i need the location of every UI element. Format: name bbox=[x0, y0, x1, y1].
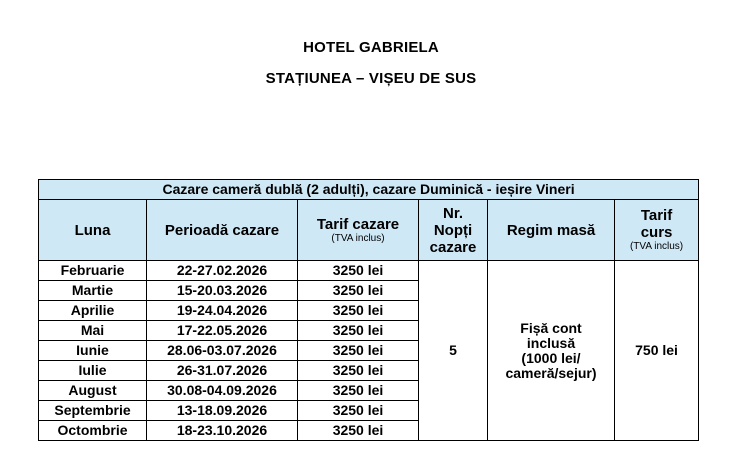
regim-line4: cameră/sejur) bbox=[505, 364, 597, 381]
cell-luna: Mai bbox=[39, 321, 147, 341]
cell-perioada: 18-23.10.2026 bbox=[147, 421, 298, 441]
cell-luna: August bbox=[39, 381, 147, 401]
cell-tarif: 3250 lei bbox=[298, 381, 419, 401]
regim-line2: inclusă bbox=[526, 334, 576, 351]
hotel-title: HOTEL GABRIELA bbox=[303, 39, 439, 56]
col-header-tarif-cazare-label: Tarif cazare bbox=[316, 215, 400, 233]
col-header-luna-label: Luna bbox=[74, 221, 111, 239]
cell-tarif: 3250 lei bbox=[298, 261, 419, 281]
cell-tarif: 3250 lei bbox=[298, 321, 419, 341]
col-header-nopti-line3: cazare bbox=[429, 238, 477, 256]
col-header-tarif-cazare-note: (TVA inclus) bbox=[331, 232, 385, 244]
col-header-tarif-curs-line1: Tarif bbox=[640, 207, 673, 224]
resort-subtitle: STAȚIUNEA – VIȘEU DE SUS bbox=[265, 70, 477, 87]
table-row bbox=[39, 261, 699, 281]
col-header-nopti-line1: Nr. bbox=[442, 204, 463, 222]
cell-tarif-curs: 750 lei bbox=[615, 261, 699, 441]
table-header-row bbox=[39, 200, 699, 261]
regim-line1: Fișă cont bbox=[520, 319, 582, 336]
cell-perioada: 13-18.09.2026 bbox=[147, 401, 298, 421]
col-header-tarif-curs-line2: curs bbox=[640, 224, 673, 241]
cell-tarif: 3250 lei bbox=[298, 421, 419, 441]
table-caption: Cazare cameră dublă (2 adulți), cazare Duminică - ieșire Vineri bbox=[39, 180, 699, 200]
cell-perioada: 26-31.07.2026 bbox=[147, 361, 298, 381]
col-header-nopti-line2: Nopți bbox=[433, 221, 473, 239]
cell-luna: Februarie bbox=[39, 261, 147, 281]
col-header-tarif-curs-note: (TVA inclus) bbox=[629, 241, 684, 252]
col-header-nopti bbox=[419, 200, 488, 261]
cell-regim bbox=[488, 261, 615, 441]
cell-luna: Aprilie bbox=[39, 301, 147, 321]
cell-perioada: 17-22.05.2026 bbox=[147, 321, 298, 341]
col-header-perioada-label: Perioadă cazare bbox=[164, 221, 280, 239]
cell-luna: Iulie bbox=[39, 361, 147, 381]
cell-luna: Iunie bbox=[39, 341, 147, 361]
cell-nopti: 5 bbox=[419, 261, 488, 441]
cell-perioada: 30.08-04.09.2026 bbox=[147, 381, 298, 401]
cell-perioada: 28.06-03.07.2026 bbox=[147, 341, 298, 361]
cell-perioada: 15-20.03.2026 bbox=[147, 281, 298, 301]
col-header-luna bbox=[39, 200, 147, 261]
col-header-regim bbox=[488, 200, 615, 261]
cell-luna: Octombrie bbox=[39, 421, 147, 441]
regim-line3: (1000 lei/ bbox=[521, 349, 581, 366]
cell-tarif: 3250 lei bbox=[298, 301, 419, 321]
cell-luna: Septembrie bbox=[39, 401, 147, 421]
col-header-tarif-curs bbox=[615, 200, 699, 261]
cell-tarif: 3250 lei bbox=[298, 341, 419, 361]
table-caption-row bbox=[39, 180, 699, 200]
rates-table bbox=[38, 179, 699, 441]
cell-luna: Martie bbox=[39, 281, 147, 301]
col-header-regim-label: Regim masă bbox=[506, 221, 596, 239]
cell-perioada: 19-24.04.2026 bbox=[147, 301, 298, 321]
col-header-perioada bbox=[147, 200, 298, 261]
cell-tarif: 3250 lei bbox=[298, 401, 419, 421]
cell-perioada: 22-27.02.2026 bbox=[147, 261, 298, 281]
col-header-tarif-cazare bbox=[298, 200, 419, 261]
cell-tarif: 3250 lei bbox=[298, 361, 419, 381]
cell-tarif: 3250 lei bbox=[298, 281, 419, 301]
